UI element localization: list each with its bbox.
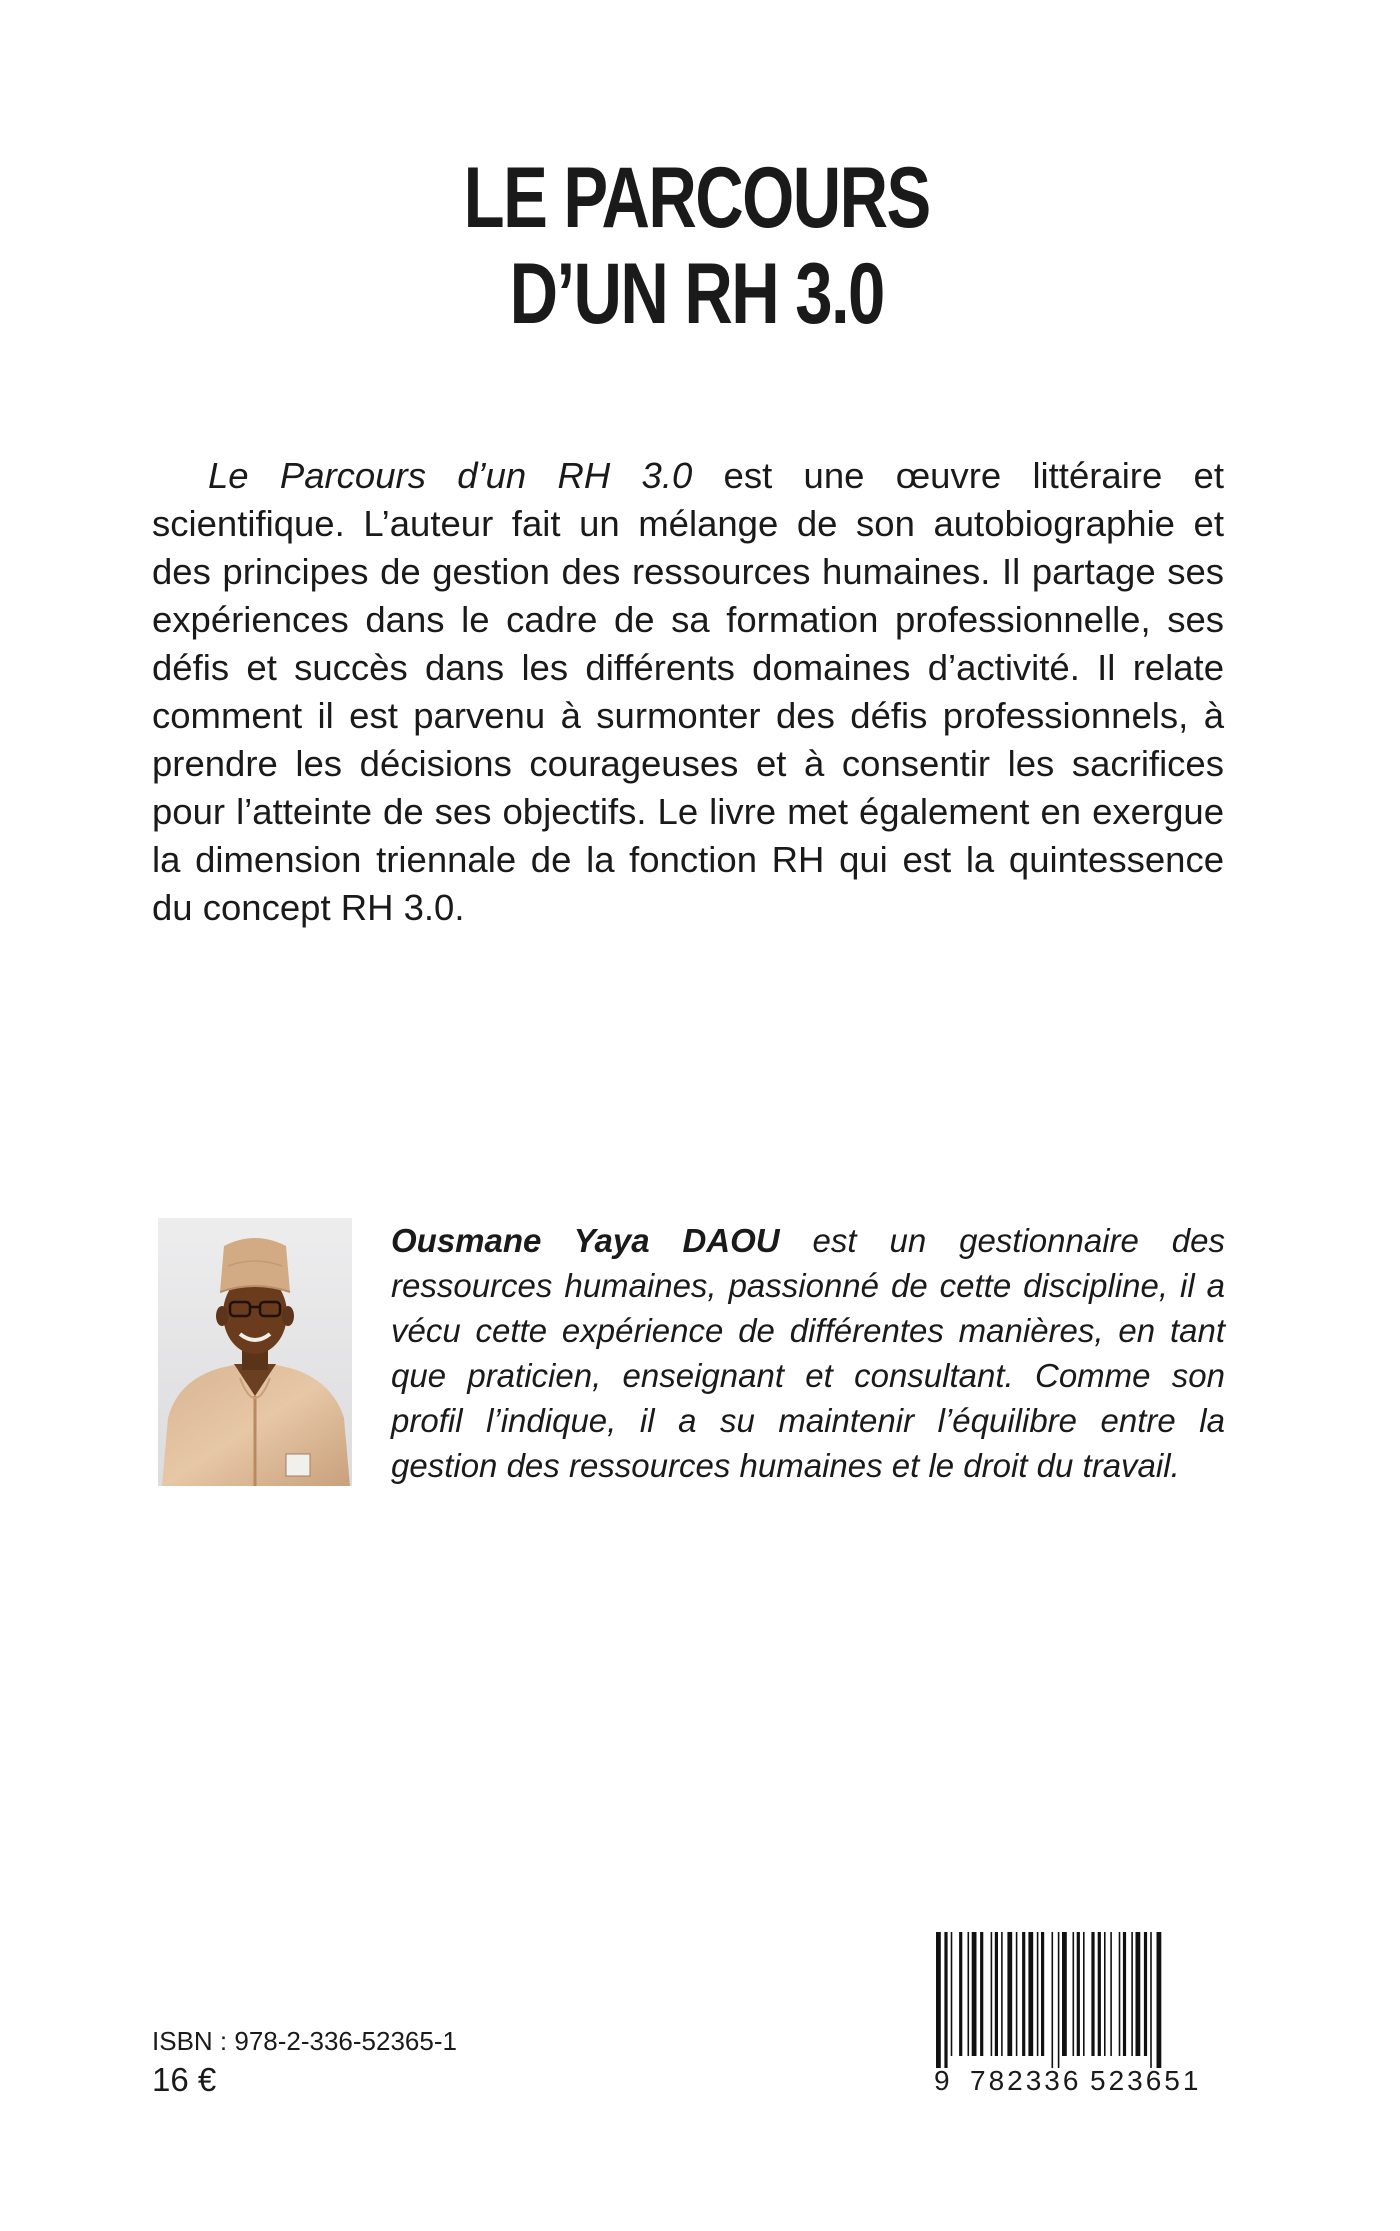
barcode-digit-first: 9 (934, 2065, 950, 2096)
barcode-bar (1131, 1932, 1133, 2056)
barcode-bar (1136, 1932, 1141, 2056)
barcode-bar (1123, 1932, 1126, 2056)
barcode-bar (1144, 1932, 1147, 2056)
barcode-bar (1016, 1932, 1018, 2056)
author-portrait-image (158, 1218, 352, 1486)
book-title (151, 150, 1243, 342)
price-label: 16 € (152, 2061, 217, 2098)
barcode-bar (972, 1932, 977, 2056)
barcode-bars (930, 1930, 1225, 2096)
barcode-bar (1001, 1932, 1003, 2056)
barcode-bar (1104, 1932, 1106, 2056)
barcode-bar (1073, 1932, 1075, 2056)
barcode-bar (1150, 1932, 1152, 2068)
barcode-bar (1028, 1932, 1033, 2056)
title-line-2: D’UN RH 3.0 (509, 246, 884, 342)
title-line-1: LE PARCOURS (463, 150, 930, 246)
author-name: Ousmane Yaya DAOU (391, 1222, 780, 1259)
barcode-bar (1083, 1932, 1085, 2056)
barcode-bar (1098, 1932, 1101, 2056)
barcode-bar (968, 1932, 970, 2056)
barcode-bar (1041, 1932, 1044, 2056)
barcode-bar (944, 1932, 947, 2068)
barcode-bar (1007, 1932, 1012, 2056)
barcode-bar (1119, 1932, 1121, 2056)
barcode-bar (1157, 1932, 1162, 2068)
barcode-bar (991, 1932, 993, 2056)
barcode-bar (1037, 1932, 1039, 2056)
author-bio (391, 1218, 1225, 1488)
summary-book-title: Le Parcours d’un RH 3.0 (208, 455, 693, 496)
barcode-bar (1022, 1932, 1025, 2056)
summary-text: est une œuvre littéraire et scientifique. L’auteur fait un mélange de son autobiographie et des principes de gestion des ressources humaines. Il partage ses expériences dans le cadre de sa formation professionnelle, ses défis et succès dans les différents domaines d’activité. Il relate comment il est parvenu à surmonter des défis professionnels, à prendre les décisions courageuses et à consentir les sacrifices pour l’atteinte de ses objectifs. Le livre met également en exergue la dimension triennale de la fonction RH qui est la quintessence du concept RH 3.0. (152, 455, 1224, 928)
barcode-digits-right: 523651 (1090, 2065, 1202, 2096)
barcode-bar (1058, 1932, 1060, 2068)
book-summary (152, 452, 1224, 932)
isbn-label: ISBN : 978-2-336-52365-1 (152, 2026, 457, 2056)
barcode-bar (951, 1932, 953, 2056)
barcode-digits-left: 782336 (970, 2065, 1082, 2096)
barcode-bar (1052, 1932, 1054, 2068)
author-bio-text: est un gestionnaire des ressources humaines, passionné de cette discipline, il a vécu cette expérience de différentes manières, en tant que praticien, enseignant et consultant. Comme son profil l’indique, il a su maintenir l’équilibre entre la gestion des ressources humaines et le droit du travail. (391, 1222, 1225, 1484)
barcode-bar (1062, 1932, 1067, 2056)
barcode-bar (1110, 1932, 1112, 2056)
barcode (930, 1930, 1225, 2096)
barcode-bar (936, 1932, 941, 2068)
barcode-bar (980, 1932, 983, 2056)
barcode-bar (1091, 1932, 1094, 2056)
barcode-bar (1077, 1932, 1080, 2056)
barcode-bar (959, 1932, 962, 2056)
author-photo (158, 1218, 352, 1486)
barcode-bar (995, 1932, 998, 2056)
